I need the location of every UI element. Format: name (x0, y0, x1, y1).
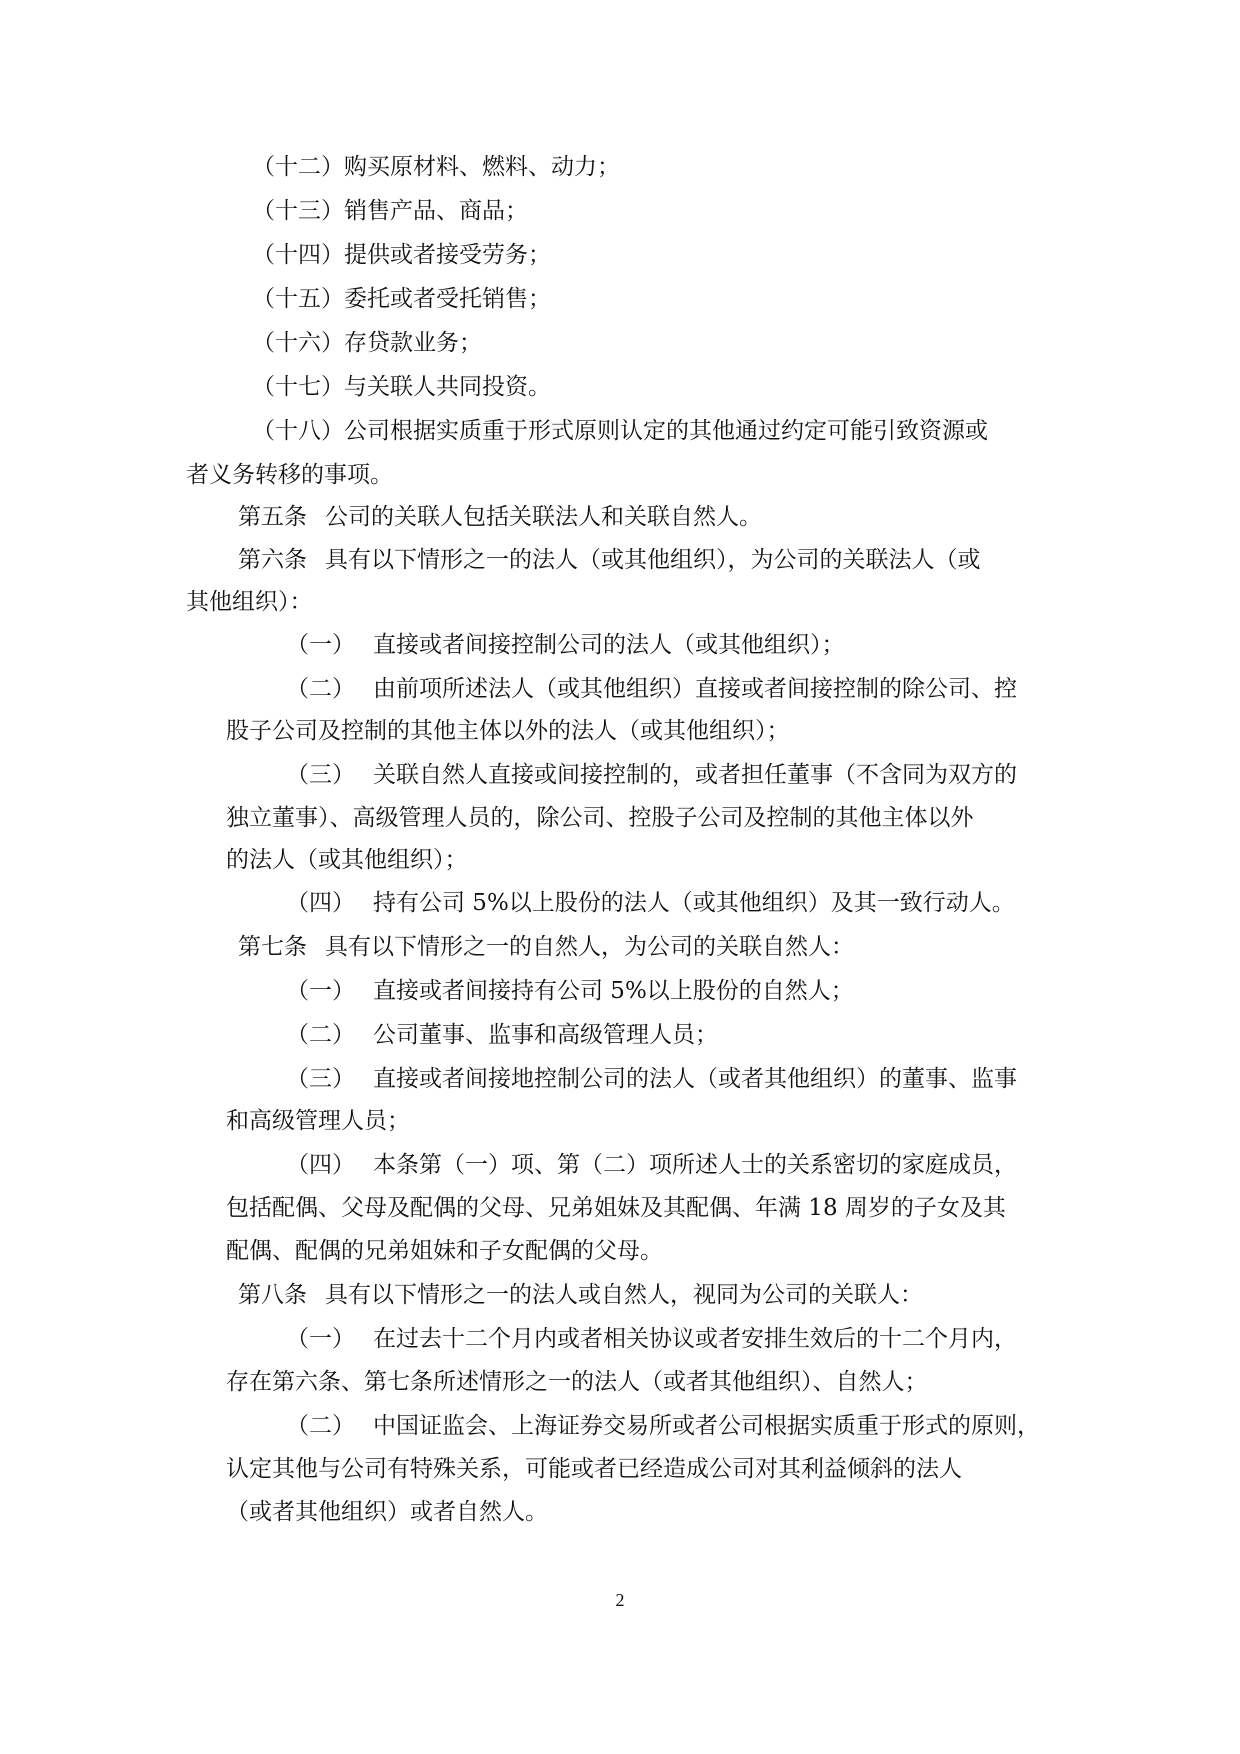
article-6-cont: 其他组织）： (186, 589, 313, 615)
art6-item-3-cont2: 的法人（或其他组织）； (226, 847, 468, 873)
item-18: （十八）公司根据实质重于形式原则认定的其他通过约定可能引致资源或 (252, 418, 988, 444)
art7-item-4 (286, 1150, 1017, 1180)
art8-item-1-label: （一） (286, 1326, 355, 1352)
art6-item-2-cont: 股子公司及控制的其他主体以外的法人（或其他组织）； (226, 718, 790, 744)
art7-item-1-text: 直接或者间接持有公司 5%以上股份的自然人； (373, 978, 854, 1004)
item-18-cont: 者义务转移的事项。 (186, 462, 393, 488)
art7-item-2-label: （二） (286, 1022, 355, 1048)
item-14: （十四）提供或者接受劳务； (252, 242, 551, 268)
art7-item-1-label: （一） (286, 978, 355, 1004)
art6-item-4-label: （四） (286, 890, 355, 916)
art7-item-4-label: （四） (286, 1152, 355, 1178)
article-8 (238, 1280, 923, 1310)
article-7-text: 具有以下情形之一的自然人，为公司的关联自然人： (325, 934, 854, 960)
item-17: （十七）与关联人共同投资。 (252, 374, 551, 400)
article-7-number: 第七条 (238, 934, 307, 960)
article-6-number: 第六条 (238, 547, 307, 573)
item-13: （十三）销售产品、商品； (252, 198, 528, 224)
item-12: （十二）购买原材料、燃料、动力； (252, 154, 620, 180)
article-8-text: 具有以下情形之一的法人或自然人，视同为公司的关联人： (325, 1282, 923, 1308)
article-5-text: 公司的关联人包括关联法人和关联自然人。 (325, 504, 762, 530)
art6-item-3-label: （三） (286, 762, 355, 788)
article-8-number: 第八条 (238, 1282, 307, 1308)
art7-item-2 (286, 1020, 718, 1050)
art6-item-3-text: 关联自然人直接或间接控制的，或者担任董事（不含同为双方的 (373, 762, 1017, 788)
art7-item-3-label: （三） (286, 1066, 355, 1092)
article-6 (238, 545, 981, 575)
article-5 (238, 502, 762, 532)
item-15: （十五）委托或者受托销售； (252, 286, 551, 312)
art6-item-2-text: 由前项所述法人（或其他组织）直接或者间接控制的除公司、控 (373, 676, 1017, 702)
art7-item-3-text: 直接或者间接地控制公司的法人（或者其他组织）的董事、监事 (373, 1066, 1017, 1092)
art8-item-2-label: （二） (286, 1413, 355, 1439)
art8-item-2 (286, 1411, 1040, 1441)
art7-item-2-text: 公司董事、监事和高级管理人员； (373, 1022, 718, 1048)
page-number: 2 (615, 1590, 625, 1610)
art8-item-2-text: 中国证监会、上海证券交易所或者公司根据实质重于形式的原则， (373, 1413, 1040, 1439)
art8-item-2-cont1: 认定其他与公司有特殊关系，可能或者已经造成公司对其利益倾斜的法人 (226, 1456, 962, 1482)
art8-item-1-cont: 存在第六条、第七条所述情形之一的法人（或者其他组织）、自然人； (226, 1369, 928, 1395)
art7-item-3 (286, 1064, 1017, 1094)
art6-item-2 (286, 674, 1017, 704)
art6-item-3-cont1: 独立董事）、高级管理人员的，除公司、控股子公司及控制的其他主体以外 (226, 805, 974, 831)
article-6-text: 具有以下情形之一的法人（或其他组织），为公司的关联法人（或 (325, 547, 981, 573)
art6-item-3 (286, 760, 1017, 790)
art8-item-1 (286, 1324, 1017, 1354)
art6-item-4-text: 持有公司 5%以上股份的法人（或其他组织）及其一致行动人。 (373, 890, 1015, 916)
art8-item-1-text: 在过去十二个月内或者相关协议或者安排生效后的十二个月内， (373, 1326, 1017, 1352)
art7-item-4-cont2: 配偶、配偶的兄弟姐妹和子女配偶的父母。 (226, 1238, 663, 1264)
item-16: （十六）存贷款业务； (252, 330, 482, 356)
art6-item-1-text: 直接或者间接控制公司的法人（或其他组织）； (373, 632, 845, 658)
art7-item-4-text: 本条第（一）项、第（二）项所述人士的关系密切的家庭成员， (373, 1152, 1017, 1178)
art7-item-4-cont1: 包括配偶、父母及配偶的父母、兄弟姐妹及其配偶、年满 18 周岁的子女及其 (226, 1195, 1006, 1221)
art6-item-1 (286, 630, 845, 660)
art6-item-4 (286, 888, 1015, 918)
art7-item-1 (286, 976, 854, 1006)
art8-item-2-cont2: （或者其他组织）或者自然人。 (226, 1499, 548, 1525)
art7-item-3-cont: 和高级管理人员； (226, 1108, 410, 1134)
article-7 (238, 932, 854, 962)
article-5-number: 第五条 (238, 504, 307, 530)
art6-item-2-label: （二） (286, 676, 355, 702)
art6-item-1-label: （一） (286, 632, 355, 658)
